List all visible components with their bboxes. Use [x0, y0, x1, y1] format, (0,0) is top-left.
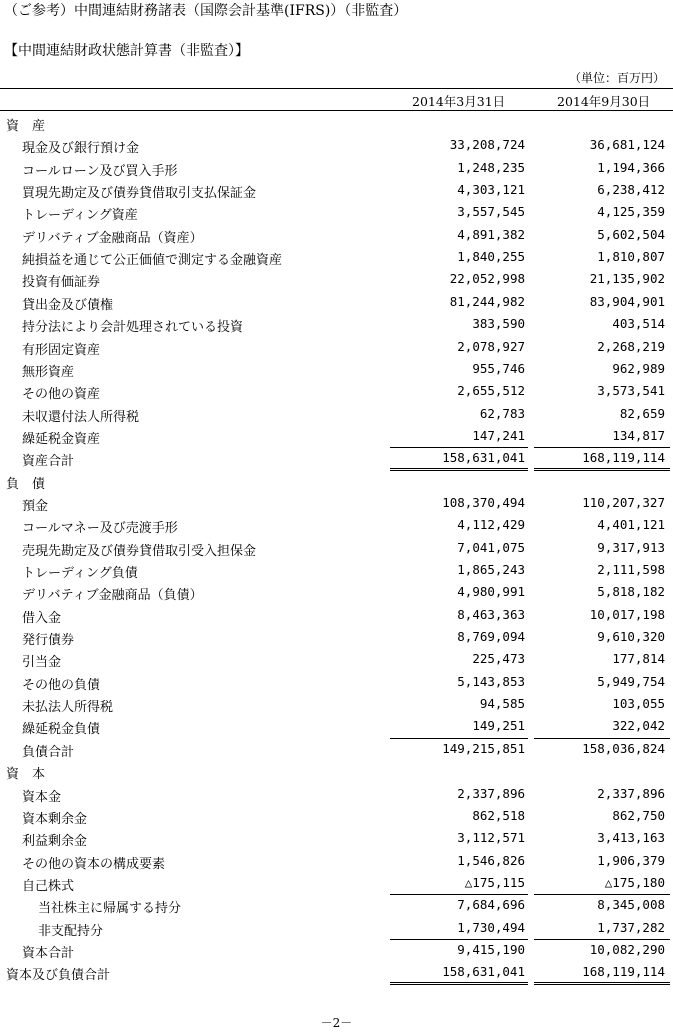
subtotal-rule — [390, 738, 528, 739]
row-label: 資本及び負債合計 — [6, 968, 111, 984]
value-2014-09: 3,413,163 — [597, 830, 665, 846]
value-2014-09: 2,111,598 — [597, 562, 665, 577]
value-2014-09: 862,750 — [612, 807, 665, 823]
row-label: 無形資産 — [22, 364, 75, 380]
row-capital-surplus — [0, 805, 673, 827]
row-capital-stock — [0, 783, 673, 805]
value-2014-09: 4,401,121 — [597, 517, 665, 533]
row-label: 非支配持分 — [38, 923, 104, 939]
row-label: コールローン及び買入手形 — [22, 163, 178, 179]
value-2014-03: 62,783 — [479, 405, 525, 421]
value-2014-09: 5,602,504 — [597, 226, 665, 242]
value-2014-03: 81,244,982 — [449, 293, 525, 309]
row-owners-equity — [0, 894, 673, 916]
value-2014-09: 10,082,290 — [589, 941, 665, 957]
value-2014-03: 149,215,851 — [442, 740, 525, 756]
value-2014-09: 21,135,902 — [589, 271, 665, 287]
value-2014-09: 962,989 — [612, 360, 665, 376]
row-ppe — [0, 336, 673, 358]
value-2014-03: 2,655,512 — [457, 383, 525, 399]
value-2014-03: 3,112,571 — [457, 830, 525, 846]
value-2014-09: 6,238,412 — [597, 182, 665, 198]
value-2014-03: 33,208,724 — [449, 137, 525, 153]
value-2014-09: 103,055 — [612, 696, 665, 712]
row-label: その他の負債 — [22, 677, 101, 693]
value-2014-03: 108,370,494 — [442, 494, 525, 510]
row-label: 利益剰余金 — [22, 834, 88, 850]
row-label: 資本合計 — [22, 945, 75, 961]
section-assets — [0, 112, 673, 134]
value-2014-09: 2,337,896 — [597, 785, 665, 801]
row-label: 未収還付法人所得税 — [22, 409, 140, 425]
row-other-equity — [0, 850, 673, 872]
row-treasury-stock — [0, 872, 673, 894]
value-2014-03: 3,557,545 — [457, 204, 525, 220]
row-label: 有形固定資産 — [22, 342, 101, 358]
row-call-loans — [0, 157, 673, 179]
value-2014-09: 168,119,114 — [582, 450, 665, 466]
row-repo — [0, 537, 673, 559]
value-2014-09: 134,817 — [612, 427, 665, 443]
row-label: 預金 — [22, 498, 49, 514]
value-2014-03: 147,241 — [472, 427, 525, 443]
row-label: デリバティブ金融商品（資産） — [22, 230, 203, 246]
unit-label: （単位：百万円） — [568, 71, 665, 85]
row-label: 繰延税金資産 — [22, 431, 101, 447]
value-2014-09: 9,610,320 — [597, 629, 665, 645]
value-2014-09: 2,268,219 — [597, 338, 665, 354]
value-2014-03: 9,415,190 — [457, 941, 525, 957]
value-2014-09: 177,814 — [612, 651, 665, 667]
row-borrowings — [0, 604, 673, 626]
row-label: 引当金 — [22, 655, 62, 671]
row-label: 資産合計 — [22, 454, 75, 470]
subtotal-rule — [390, 939, 528, 940]
total-double-rule — [534, 468, 670, 471]
header-bottom-rule — [0, 110, 673, 111]
row-total-equity — [0, 939, 673, 961]
row-fvtpl-assets — [0, 246, 673, 268]
row-label: 借入金 — [22, 610, 62, 626]
row-label: 未払法人所得税 — [22, 700, 114, 716]
value-2014-09: 322,042 — [612, 718, 665, 734]
row-bonds — [0, 626, 673, 648]
row-retained-earnings — [0, 827, 673, 849]
row-label: 持分法により会計処理されている投資 — [22, 320, 244, 336]
row-loans — [0, 291, 673, 313]
value-2014-09: 9,317,913 — [597, 539, 665, 555]
row-deposits — [0, 492, 673, 514]
value-2014-03: 955,746 — [472, 360, 525, 376]
row-investment-securities — [0, 268, 673, 290]
value-2014-03: 94,585 — [479, 696, 525, 712]
section-equity — [0, 760, 673, 782]
value-2014-09: 82,659 — [619, 405, 665, 421]
value-2014-09: 1,906,379 — [597, 852, 665, 868]
subtotal-rule — [390, 894, 528, 895]
total-double-rule — [390, 468, 528, 471]
value-2014-03: 4,112,429 — [457, 517, 525, 533]
value-2014-09: 403,514 — [612, 316, 665, 332]
value-2014-03: 383,590 — [472, 316, 525, 332]
value-2014-03: 1,865,243 — [457, 562, 525, 577]
value-2014-09: 8,345,008 — [597, 897, 665, 913]
row-label: 資 本 — [6, 767, 46, 783]
row-tax-receivable — [0, 403, 673, 425]
value-2014-03: 149,251 — [472, 718, 525, 734]
row-derivative-assets — [0, 224, 673, 246]
row-equity-method — [0, 313, 673, 335]
value-2014-09: 158,036,824 — [582, 740, 665, 756]
row-label: 買現先勘定及び債券貸借取引支払保証金 — [22, 186, 257, 202]
value-2014-09: 10,017,198 — [589, 606, 665, 622]
row-reverse-repo — [0, 179, 673, 201]
row-deferred-tax-liabilities — [0, 715, 673, 737]
row-label: その他の資本の構成要素 — [22, 856, 166, 872]
row-label: 現金及び銀行預け金 — [22, 141, 140, 157]
row-trading-liabilities — [0, 559, 673, 581]
value-2014-03: 1,730,494 — [457, 919, 525, 935]
section-liabilities — [0, 470, 673, 492]
row-label: トレーディング負債 — [22, 566, 138, 581]
value-2014-09: 168,119,114 — [582, 964, 665, 980]
value-2014-03: 862,518 — [472, 807, 525, 823]
subtotal-rule — [390, 447, 528, 448]
value-2014-03: 158,631,041 — [442, 450, 525, 466]
row-label: トレーディング資産 — [22, 208, 138, 224]
subtotal-rule — [534, 738, 670, 739]
value-2014-03: △175,115 — [464, 874, 525, 890]
value-2014-03: 4,303,121 — [457, 182, 525, 198]
row-label: 資本剰余金 — [22, 811, 88, 827]
value-2014-03: 8,463,363 — [457, 606, 525, 622]
row-other-liabilities — [0, 671, 673, 693]
row-label: 資本金 — [22, 789, 62, 805]
row-trading-assets — [0, 201, 673, 223]
value-2014-09: 4,125,359 — [597, 204, 665, 220]
value-2014-09: 1,194,366 — [597, 159, 665, 175]
value-2014-03: 2,337,896 — [457, 785, 525, 801]
value-2014-03: 7,041,075 — [457, 539, 525, 555]
row-label: 負債合計 — [22, 744, 75, 760]
subtotal-rule — [534, 939, 670, 940]
row-non-controlling — [0, 917, 673, 939]
row-provisions — [0, 648, 673, 670]
value-2014-03: 1,248,235 — [457, 159, 525, 175]
value-2014-09: 83,904,901 — [589, 293, 665, 309]
value-2014-03: 2,078,927 — [457, 338, 525, 354]
value-2014-03: 7,684,696 — [457, 897, 525, 913]
value-2014-09: 36,681,124 — [589, 137, 665, 153]
row-label: 純損益を通じて公正価値で測定する金融資産 — [22, 253, 283, 269]
column-header-row — [0, 88, 673, 110]
row-label: 投資有価証券 — [22, 275, 101, 291]
row-derivative-liabilities — [0, 581, 673, 603]
value-2014-09: 1,737,282 — [597, 919, 665, 935]
value-2014-03: 5,143,853 — [457, 673, 525, 689]
row-label: 負 債 — [6, 476, 46, 492]
row-total-equity-and-liabilities — [0, 961, 673, 983]
row-total-liabilities — [0, 738, 673, 760]
row-label: 当社株主に帰属する持分 — [38, 901, 182, 917]
column-header-2014-03: 2014年3月31日 — [412, 94, 506, 109]
row-cash — [0, 134, 673, 156]
subtotal-rule — [534, 447, 670, 448]
row-label: その他の資産 — [22, 387, 101, 403]
document-title: （ご参考）中間連結財務諸表（国際会計基準(IFRS)）（非監査） — [4, 3, 408, 19]
row-tax-payable — [0, 693, 673, 715]
row-label: 発行債券 — [22, 633, 75, 649]
row-call-money — [0, 514, 673, 536]
value-2014-03: 1,840,255 — [457, 249, 525, 265]
value-2014-03: 22,052,998 — [449, 271, 525, 287]
value-2014-09: △175,180 — [604, 874, 665, 890]
total-double-rule — [534, 982, 670, 985]
row-other-assets — [0, 380, 673, 402]
value-2014-03: 225,473 — [472, 651, 525, 667]
row-intangibles — [0, 358, 673, 380]
row-label: 資 産 — [6, 119, 46, 134]
value-2014-03: 1,546,826 — [457, 852, 525, 868]
value-2014-09: 5,818,182 — [597, 584, 665, 600]
row-label: デリバティブ金融商品（負債） — [22, 588, 203, 604]
value-2014-03: 4,891,382 — [457, 226, 525, 242]
row-total-assets — [0, 447, 673, 469]
value-2014-09: 3,573,541 — [597, 383, 665, 399]
value-2014-03: 8,769,094 — [457, 629, 525, 645]
row-label: 自己株式 — [22, 878, 75, 894]
statement-title: 【中間連結財政状態計算書（非監査）】 — [4, 43, 249, 59]
row-label: 繰延税金負債 — [22, 722, 101, 738]
value-2014-09: 5,949,754 — [597, 673, 665, 689]
row-deferred-tax-assets — [0, 425, 673, 447]
page-number: －2－ — [320, 1016, 353, 1030]
value-2014-09: 110,207,327 — [582, 494, 665, 510]
value-2014-09: 1,810,807 — [597, 249, 665, 265]
row-label: 売現先勘定及び債券貸借取引受入担保金 — [22, 543, 257, 559]
subtotal-rule — [534, 894, 670, 895]
row-label: 貸出金及び債権 — [22, 297, 114, 313]
column-header-2014-09: 2014年9月30日 — [557, 94, 651, 109]
value-2014-03: 158,631,041 — [442, 964, 525, 980]
total-double-rule — [390, 982, 528, 985]
value-2014-03: 4,980,991 — [457, 584, 525, 600]
row-label: コールマネー及び売渡手形 — [22, 521, 178, 537]
